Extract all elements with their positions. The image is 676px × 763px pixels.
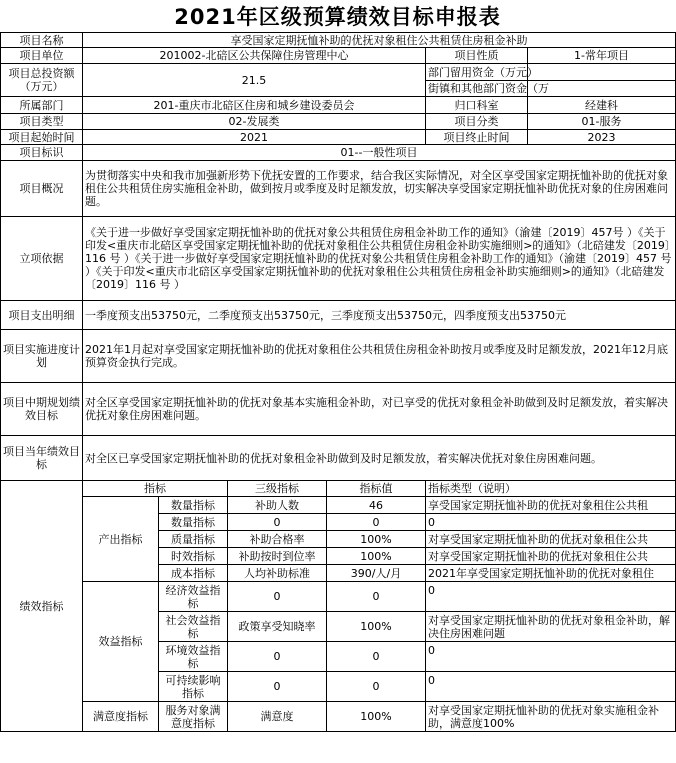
indicator-desc: 0 (426, 582, 676, 612)
indicator-level3: 政策享受知晓率 (228, 612, 327, 642)
start-time-value: 2021 (83, 130, 426, 145)
row-expense (1, 301, 676, 330)
indicator-value: 46 (327, 497, 426, 514)
indicator-row (1, 582, 676, 612)
type-value: 02-发展类 (83, 114, 426, 130)
page-title: 2021年区级预算绩效目标申报表 (174, 5, 501, 29)
midterm-label: 项目中期规划绩效目标 (1, 383, 83, 436)
value-col-header: 指标值 (327, 481, 426, 497)
type-label: 项目类型 (1, 114, 83, 130)
indicator-value: 390/人/月 (327, 565, 426, 582)
indicator-desc: 享受国家定期抚恤补助的优抚对象租住公共租 (426, 497, 676, 514)
indicator-value: 100% (327, 548, 426, 565)
expense-label: 项目支出明细 (1, 301, 83, 330)
indicator-level3: 0 (228, 582, 327, 612)
row-overview (1, 161, 676, 217)
indicator-level3: 补助按时到位率 (228, 548, 327, 565)
row-annual (1, 436, 676, 481)
output-group-label: 产出指标 (83, 497, 159, 582)
level3-col-header: 三级指标 (228, 481, 327, 497)
unit-label: 项目单位 (1, 48, 83, 64)
investment-value: 21.5 (83, 64, 426, 97)
indicator-value: 100% (327, 531, 426, 548)
indicator-desc: 2021年享受国家定期抚恤补助的优抚对象租住 (426, 565, 676, 582)
indicator-header-row (1, 481, 676, 497)
overview-text: 为贯彻落实中央和我市加强新形势下优抚安置的工作要求，结合我区实际情况，对全区享受国家定期抚恤补助的优抚对象租住公共租赁住房实施租金补助，做到按月或季度及时足额发放，切实解决享受国家定期抚恤补助优抚对象的住房困难问题。 (83, 161, 676, 217)
indicator-level2: 质量指标 (159, 531, 228, 548)
indicator-level3: 0 (228, 642, 327, 672)
indicator-level2: 经济效益指标 (159, 582, 228, 612)
indicator-desc: 对享受国家定期抚恤补助的优抚对象租金补助，解决住房困难问题 (426, 612, 676, 642)
basis-label: 立项依据 (1, 217, 83, 301)
benefit-group-label: 效益指标 (83, 582, 159, 702)
indicator-desc: 对享受国家定期抚恤补助的优抚对象实施租金补助，满意度100% (426, 702, 676, 732)
indicator-value: 0 (327, 672, 426, 702)
end-time-value: 2023 (528, 130, 676, 145)
indicator-level2: 数量指标 (159, 514, 228, 531)
row-project-name (1, 33, 676, 48)
dept-funds-value (528, 64, 676, 81)
indicator-level3: 人均补助标准 (228, 565, 327, 582)
indicator-level2: 成本指标 (159, 565, 228, 582)
row-basis (1, 217, 676, 301)
row-unit (1, 48, 676, 64)
indicator-desc: 对享受国家定期抚恤补助的优抚对象租住公共 (426, 531, 676, 548)
indicator-level2: 数量指标 (159, 497, 228, 514)
indicator-level2: 环境效益指标 (159, 642, 228, 672)
investment-label: 项目总投资额（万元） (1, 64, 83, 97)
end-time-label: 项目终止时间 (426, 130, 528, 145)
indicator-desc: 对享受国家定期抚恤补助的优抚对象租住公共 (426, 548, 676, 565)
row-progress (1, 330, 676, 383)
project-name-label: 项目名称 (1, 33, 83, 48)
category-label: 项目分类 (426, 114, 528, 130)
town-funds-value (528, 81, 676, 97)
unit-value: 201002-北碚区公共保障住房管理中心 (83, 48, 426, 64)
indicator-value: 0 (327, 642, 426, 672)
dept-funds-label: 部门留用资金（万元） (426, 64, 528, 81)
indicator-value: 0 (327, 582, 426, 612)
indicator-level2: 时效指标 (159, 548, 228, 565)
indicator-desc: 0 (426, 642, 676, 672)
progress-label: 项目实施进度计划 (1, 330, 83, 383)
indicator-level2: 可持续影响指标 (159, 672, 228, 702)
indicator-level3: 0 (228, 514, 327, 531)
indicator-level3: 满意度 (228, 702, 327, 732)
nature-value: 1-常年项目 (528, 48, 676, 64)
row-midterm (1, 383, 676, 436)
dept-value: 201-重庆市北碚区住房和城乡建设委员会 (83, 97, 426, 114)
progress-text: 2021年1月起对享受国家定期抚恤补助的优抚对象租住公共租赁住房租金补助按月或季度及时足额发放，2021年12月底预算资金执行完成。 (83, 330, 676, 383)
office-value: 经建科 (528, 97, 676, 114)
row-investment-1 (1, 64, 676, 81)
row-dept (1, 97, 676, 114)
ident-value: 01--一般性项目 (83, 145, 676, 161)
annual-label: 项目当年绩效目标 (1, 436, 83, 481)
category-value: 01-服务 (528, 114, 676, 130)
start-time-label: 项目起始时间 (1, 130, 83, 145)
indicator-desc: 0 (426, 672, 676, 702)
indicator-row (1, 497, 676, 514)
overview-label: 项目概况 (1, 161, 83, 217)
row-type (1, 114, 676, 130)
indicators-label: 绩效指标 (1, 481, 83, 732)
indicator-col-header: 指标 (83, 481, 228, 497)
dept-label: 所属部门 (1, 97, 83, 114)
indicator-desc: 0 (426, 514, 676, 531)
indicator-level2: 社会效益指标 (159, 612, 228, 642)
project-name-value: 享受国家定期抚恤补助的优抚对象租住公共租赁住房租金补助 (83, 33, 676, 48)
ident-label: 项目标识 (1, 145, 83, 161)
expense-text: 一季度预支出53750元，二季度预支出53750元，三季度预支出53750元，四季度预支出53750元 (83, 301, 676, 330)
row-ident (1, 145, 676, 161)
nature-label: 项目性质 (426, 48, 528, 64)
type-col-header: 指标类型（说明） (426, 481, 676, 497)
indicator-level3: 补助人数 (228, 497, 327, 514)
basis-text: 《关于进一步做好享受国家定期抚恤补助的优抚对象公共租赁住房租金补助工作的通知》（渝建〔2019〕457号 ）《关于印发<重庆市北碚区享受国家定期抚恤补助的优抚对象租住公共租赁住房租金补助实施细则>的通知》（北碚建发〔2019〕116 号 ）《关于进一步做好享受国家定期抚恤补助的优抚对象公共租赁住房租金补助工作的通知》（渝建〔2019〕457 号 ）《关于印发<重庆市北碚区享受国家定期抚恤补助的优抚对象租住公共租赁住房租金补助实施细则>的通知》（北碚建发〔2019〕116 号 ） (83, 217, 676, 301)
row-time (1, 130, 676, 145)
indicator-level3: 补助合格率 (228, 531, 327, 548)
annual-text: 对全区已享受国家定期抚恤补助的优抚对象租金补助做到及时足额发放，着实解决优抚对象住房困难问题。 (83, 436, 676, 481)
indicator-value: 0 (327, 514, 426, 531)
report-table (0, 32, 676, 732)
indicator-row (1, 702, 676, 732)
satisfaction-group-label: 满意度指标 (83, 702, 159, 732)
office-label: 归口科室 (426, 97, 528, 114)
indicator-value: 100% (327, 612, 426, 642)
town-funds-label: 街镇和其他部门资金（万 (426, 81, 528, 97)
indicator-level3: 0 (228, 672, 327, 702)
indicator-value: 100% (327, 702, 426, 732)
indicator-level2: 服务对象满意度指标 (159, 702, 228, 732)
midterm-text: 对全区享受国家定期抚恤补助的优抚对象基本实施租金补助，对已享受的优抚对象租金补助做到及时足额发放，着实解决优抚对象住房困难问题。 (83, 383, 676, 436)
